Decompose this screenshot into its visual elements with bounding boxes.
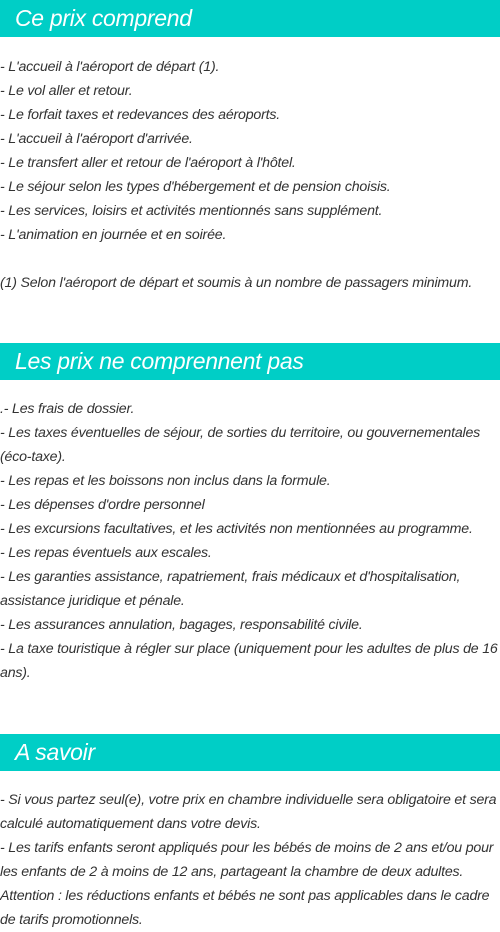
section-header-a-savoir [0,734,500,771]
list-item: - Les taxes éventuelles de séjour, de sorties du territoire, ou gouvernementales (éco-taxe). [0,425,481,465]
list-item: - Les repas éventuels aux escales. [0,545,212,561]
section-header-les-prix-ne-comprennent-pas [0,343,500,380]
list-item: .- Les frais de dossier. [0,401,135,417]
section-body-les-prix-ne-comprennent-pas [0,397,500,685]
list-item: - Les garanties assistance, rapatriement, frais médicaux et d'hospitalisation, assistance juridique et pénale. [0,569,461,609]
list-item: - L'accueil à l'aéroport de départ (1). [0,59,220,75]
list-item: - L'animation en journée et en soirée. [0,227,227,243]
footnote: (1) Selon l'aéroport de départ et soumis à un nombre de passagers minimum. [0,275,473,291]
list-item: Attention : les réductions enfants et bébés ne sont pas applicables dans le cadre de tarifs promotionnels. [0,888,490,928]
list-item: - Les dépenses d'ordre personnel [0,497,205,513]
list-item: - Les repas et les boissons non inclus dans la formule. [0,473,331,489]
section-body-ce-prix-comprend [0,55,500,295]
section-body-a-savoir [0,788,500,932]
list-item: - Le séjour selon les types d'hébergement et de pension choisis. [0,179,391,195]
section-title: A savoir [15,739,95,765]
list-item: - La taxe touristique à régler sur place (uniquement pour les adultes de plus de 16 ans). [0,641,498,681]
section-header-ce-prix-comprend [0,0,500,37]
list-item: - L'accueil à l'aéroport d'arrivée. [0,131,193,147]
list-item: - Les tarifs enfants seront appliqués pour les bébés de moins de 2 ans et/ou pour les enfants de 2 à moins de 12 ans, partageant la chambre de deux adultes. [0,840,494,880]
list-item: - Le vol aller et retour. [0,83,133,99]
list-item: - Les excursions facultatives, et les activités non mentionnées au programme. [0,521,473,537]
list-item: - Si vous partez seul(e), votre prix en chambre individuelle sera obligatoire et sera calculé automatiquement dans votre devis. [0,792,497,832]
section-title: Ce prix comprend [15,5,192,31]
list-item: - Les assurances annulation, bagages, responsabilité civile. [0,617,363,633]
list-item: - Le transfert aller et retour de l'aéroport à l'hôtel. [0,155,296,171]
list-item: - Les services, loisirs et activités mentionnés sans supplément. [0,203,383,219]
section-title: Les prix ne comprennent pas [15,348,304,374]
list-item: - Le forfait taxes et redevances des aéroports. [0,107,281,123]
